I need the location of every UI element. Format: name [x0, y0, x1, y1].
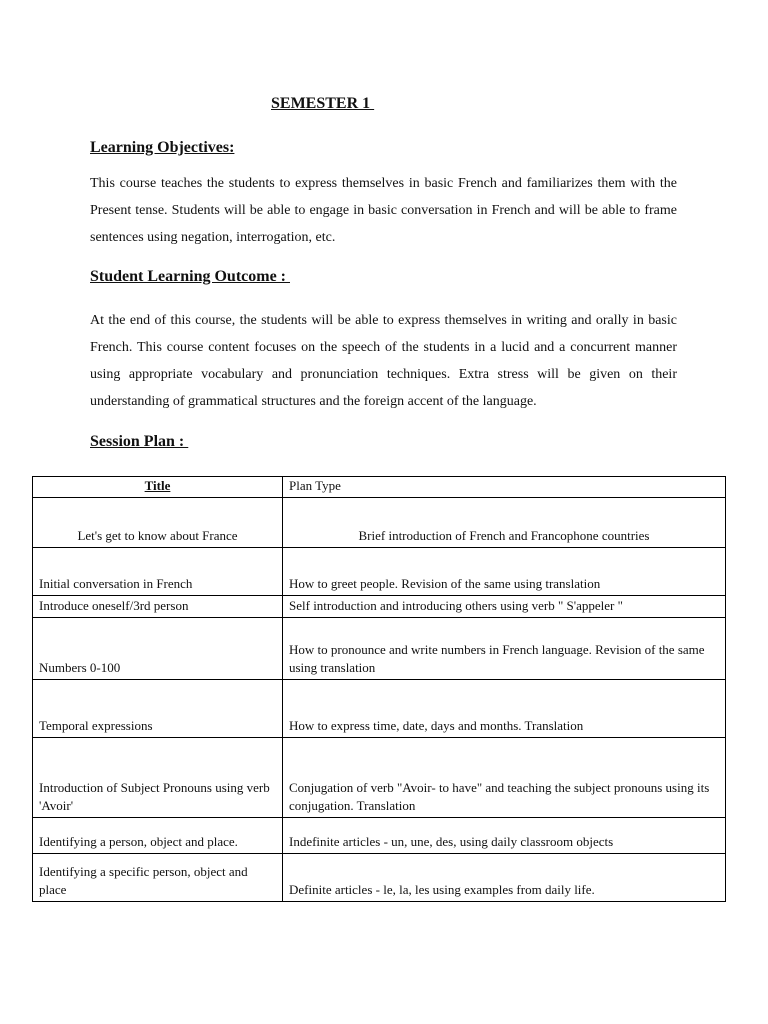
row-plan: Indefinite articles - un, une, des, using daily classroom objects — [283, 818, 726, 854]
row-title: Let's get to know about France — [33, 498, 283, 548]
session-plan-table — [32, 476, 726, 902]
row-plan: Conjugation of verb "Avoir- to have" and teaching the subject pronouns using its conjugation. Translation — [283, 738, 726, 818]
table-row — [33, 498, 726, 548]
table-row — [33, 818, 726, 854]
row-title: Initial conversation in French — [33, 548, 283, 596]
table-row — [33, 618, 726, 680]
row-plan: How to pronounce and write numbers in French language. Revision of the same using translation — [283, 618, 726, 680]
learning-objectives-heading: Learning Objectives: — [90, 139, 235, 156]
row-title: Temporal expressions — [33, 680, 283, 738]
column-header-title: Title — [33, 477, 283, 498]
row-plan: How to greet people. Revision of the same using translation — [283, 548, 726, 596]
row-title: Identifying a specific person, object and place — [33, 854, 283, 902]
row-title: Numbers 0-100 — [33, 618, 283, 680]
table-row — [33, 596, 726, 618]
column-header-plan-type: Plan Type — [283, 477, 726, 498]
session-plan-heading: Session Plan : — [90, 433, 189, 450]
student-outcome-heading: Student Learning Outcome : — [90, 268, 290, 285]
table-row — [33, 680, 726, 738]
row-plan: Self introduction and introducing others using verb " S'appeler " — [283, 596, 726, 618]
row-plan: How to express time, date, days and months. Translation — [283, 680, 726, 738]
learning-objectives-text: This course teaches the students to express themselves in basic French and familiarizes them with the Present tense. Students will be able to engage in basic conversation in French and will be able to frame sentences using negation, interrogation, etc. — [90, 176, 677, 245]
table-header-row — [33, 477, 726, 498]
table-row — [33, 854, 726, 902]
row-title: Identifying a person, object and place. — [33, 818, 283, 854]
table-row — [33, 738, 726, 818]
student-outcome-text: At the end of this course, the students will be able to express themselves in writing and orally in basic French. This course content focuses on the speech of the students in a lucid and a concurrent manner using appropriate vocabulary and pronunciation techniques. Extra stress will be given on their understanding of grammatical structures and the foreign accent of the language. — [90, 313, 677, 409]
row-plan: Definite articles - le, la, les using examples from daily life. — [283, 854, 726, 902]
row-title: Introduction of Subject Pronouns using verb 'Avoir' — [33, 738, 283, 818]
row-title: Introduce oneself/3rd person — [33, 596, 283, 618]
row-plan: Brief introduction of French and Francophone countries — [283, 498, 726, 548]
semester-title: SEMESTER 1 — [271, 95, 375, 112]
table-row — [33, 548, 726, 596]
